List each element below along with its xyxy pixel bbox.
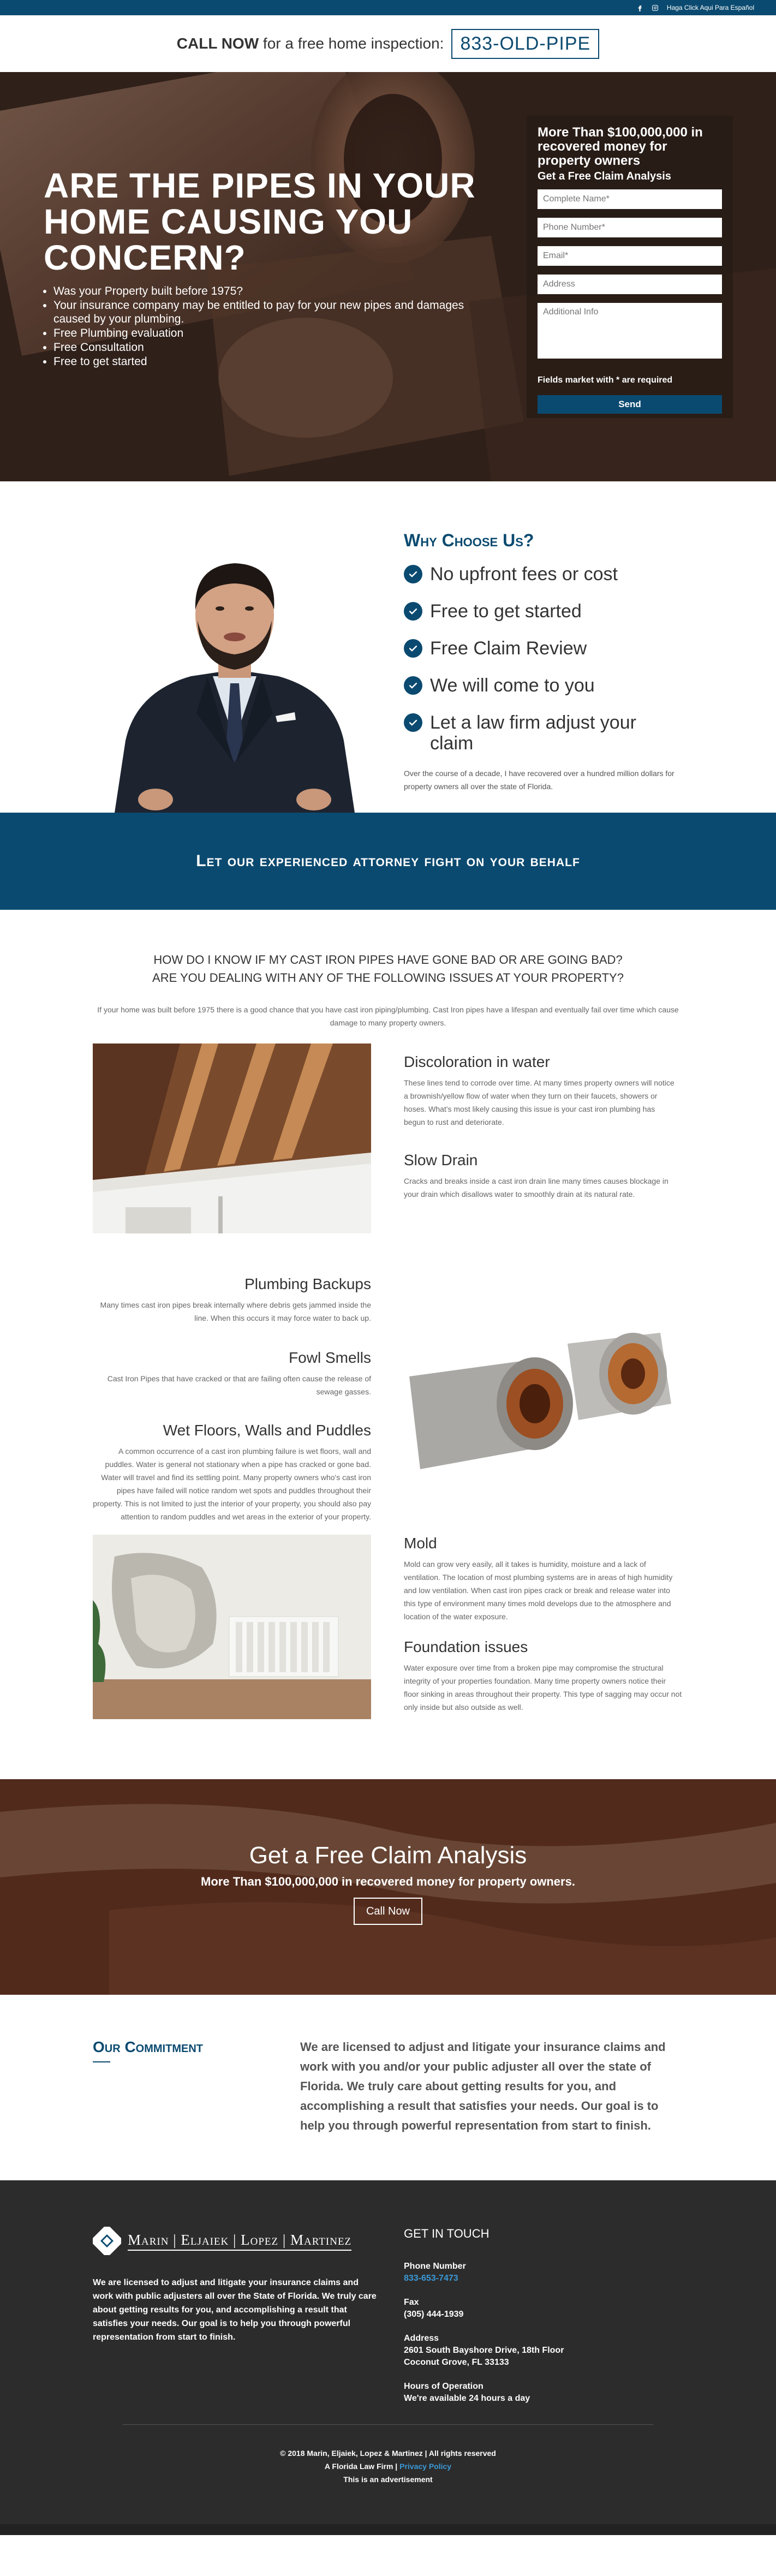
banner-text: Let our experienced attorney fight on your behalf [196,852,580,870]
footer-phone-link[interactable]: 833-653-7473 [404,2274,458,2283]
benefit-label: We will come to you [430,675,595,696]
issues-row-1 [0,1043,776,1275]
fax-block [404,2297,633,2321]
footer-bottom [0,2447,776,2486]
hours-label: Hours of Operation [404,2382,483,2391]
get-in-touch [404,2227,633,2405]
benefit-label: Free Claim Review [430,638,587,659]
logo-text: Marin | Eljaiek | Lopez | Martinez [128,2232,351,2251]
issues-row-2 [0,1275,776,1535]
issue-body: Many times cast iron pipes break internally where debris gets jammed inside the line. When this occurs it may force water to back up. [100,1301,371,1322]
fax-label: Fax [404,2298,419,2307]
facebook-icon[interactable] [636,4,644,11]
issue-title: Wet Floors, Walls and Puddles [163,1422,371,1439]
issue-body: Water exposure over time from a broken pipe may compromise the structural integrity of your properties foundation. Many time property owners notice their floor sinking in areas throughout their property. This type of sagging may occur not only inside but also outside as well. [404,1663,682,1712]
additional-info-textarea[interactable] [538,303,722,359]
call-bar-text: for a free home inspection: [262,35,444,52]
cta-subtitle: More Than $100,000,000 in recovered money for property owners. [201,1875,575,1888]
ceiling-damage-photo [93,1043,371,1233]
check-circle-icon [404,565,422,583]
issue-title: Plumbing Backups [244,1275,371,1292]
claim-form [527,116,733,418]
foundation-block [404,1638,682,1714]
issue-body: Mold can grow very easily, all it takes is humidity, moisture and a lack of ventilation. The location of most plumbing systems are in areas of high humidity and low ventilation. When cast iron pipes crack or break and release water into this type of environment many times mold develops due to the atmosphere and location of the water exposure. [404,1560,673,1621]
fowl-smells-block [93,1349,371,1398]
benefit-item [404,675,677,696]
hours-value: We're available 24 hours a day [404,2394,530,2403]
hero-bullet: • Your insurance company may be entitled to pay for your new pipes and damages caused by your plumbing. [53,299,480,326]
fax-number: (305) 444-1939 [404,2310,464,2319]
benefit-item [404,712,677,754]
firm-logo[interactable] [93,2227,351,2255]
address-line1: 2601 South Bayshore Drive, 18th Floor [404,2346,564,2355]
get-in-touch-title: GET IN TOUCH [404,2227,490,2240]
benefit-item [404,638,677,659]
how-do-i-know-section [0,910,776,1043]
bottom-strip [0,2524,776,2535]
commitment-text: We are licensed to adjust and litigate your insurance claims and work with you and/or your public adjuster all over the state of Florida. We truly care about getting results for you, and accomplishing a result that satisfies your needs. Our goal is to help you through powerful representation from start to finish. [300,2040,666,2132]
call-now-label: CALL NOW [176,35,259,52]
benefit-label: No upfront fees or cost [430,564,618,585]
footer [0,2180,776,2535]
issues-row-3 [0,1535,776,1779]
plumbing-backups-block [93,1275,371,1325]
phone-number-link[interactable]: 833-OLD-PIPE [451,29,599,59]
hours-block [404,2381,633,2405]
call-now-button[interactable]: Call Now [354,1898,422,1925]
issue-title: Foundation issues [404,1638,528,1655]
why-content [404,530,677,793]
attorney-banner [0,813,776,910]
name-input[interactable] [538,189,722,209]
footer-description: We are licensed to adjust and litigate your insurance claims and work with public adjusters all over the State of Florida. We truly care about getting results for you, and accomplishing a result that satisfies your needs. Our goal is to help you through powerful representation from start to finish. [93,2278,377,2342]
check-circle-icon [404,639,422,658]
benefit-item [404,564,677,585]
cta-section [0,1779,776,1995]
hero-section [0,72,776,481]
hero-bullet: • Free Plumbing evaluation [53,326,480,340]
form-title: More Than $100,000,000 in recovered money for property owners [538,125,703,168]
send-button[interactable]: Send [538,395,722,414]
advertisement-notice: This is an advertisement [343,2475,433,2484]
how-intro: If your home was built before 1975 there is a good chance that you have cast iron piping/plumbing. Cast Iron pipes have a lifespan and eventually fail over time which cause damage to many property owners. [97,1005,679,1027]
call-bar [0,15,776,72]
address-input[interactable] [538,275,722,294]
benefits-list [404,564,677,754]
spanish-language-link[interactable]: Haga Click Aqui Para Español [666,4,754,11]
top-bar [0,0,776,15]
phone-label: Phone Number [404,2262,466,2271]
hero-bullet: • Was your Property built before 1975? [53,284,480,298]
wet-floors-block [93,1422,371,1523]
issue-body: A common occurrence of a cast iron plumbing failure is wet floors, wall and puddles. Water is general not stationary when a pipe has cracked or gone bad. Water will travel and find its settling point. Many property owners who's cast iron pipes have failed will notice random wet spots and puddles throughout their property. This is not limited to just the interior of your property, you should also pay attention to random puddles and wet areas in the exterior of your property. [93,1447,371,1521]
check-circle-icon [404,676,422,695]
logo-mark-icon [93,2227,121,2255]
commitment-title: Our Commitment [93,2038,203,2055]
corroded-pipes-photo [404,1311,682,1480]
how-question-line2: ARE YOU DEALING WITH ANY OF THE FOLLOWING ISSUES AT YOUR PROPERTY? [152,971,624,985]
phone-block [404,2261,633,2285]
issue-title: Fowl Smells [289,1349,371,1366]
instagram-icon[interactable] [652,4,659,11]
hero-bullet: • Free Consultation [53,341,480,354]
mold-block [404,1535,682,1623]
commitment-divider [93,2061,110,2062]
issue-body: Cast Iron Pipes that have cracked or that are failing often cause the release of sewage gasses. [107,1374,371,1396]
privacy-policy-link[interactable]: Privacy Policy [399,2462,452,2471]
hero-bullet: • Free to get started [53,355,480,368]
phone-input[interactable] [538,218,722,237]
mold-wall-photo [93,1535,371,1719]
why-title: Why Choose Us? [404,530,534,550]
address-label: Address [404,2334,439,2343]
benefit-item [404,601,677,622]
required-fields-note: Fields market with * are required [538,375,673,385]
issue-title: Mold [404,1535,437,1552]
hero-text-block [44,168,480,369]
address-block [404,2333,633,2369]
firm-line: A Florida Law Firm | [324,2462,398,2471]
cta-title: Get a Free Claim Analysis [249,1842,527,1869]
form-subtitle: Get a Free Claim Analysis [538,170,671,182]
address-line2: Coconut Grove, FL 33133 [404,2358,509,2367]
hero-title: ARE THE PIPES IN YOUR HOME CAUSING YOU CONCERN? [44,166,476,277]
slow-drain-block [404,1152,677,1201]
discoloration-block [404,1053,677,1129]
footer-divider [123,2424,653,2425]
benefit-label: Let a law firm adjust your claim [430,712,636,754]
how-question-line1: HOW DO I KNOW IF MY CAST IRON PIPES HAVE GONE BAD OR ARE GOING BAD? [153,953,623,967]
attorney-photo [104,533,366,813]
why-footnote: Over the course of a decade, I have recovered over a hundred million dollars for property owners all over the state of Florida. [404,769,674,791]
issue-title: Discoloration in water [404,1053,550,1070]
issue-body: These lines tend to corrode over time. At many times property owners will notice a brownish/yellow flow of water when they turn on their faucets, showers or hoses. What's most likely causing this issue is your cast iron plumbing has begun to rust and deteriorate. [404,1078,674,1126]
email-input[interactable] [538,246,722,266]
issue-body: Cracks and breaks inside a cast iron drain line many times causes blockage in your drain which disallows water to smoothly drain at its natural rate. [404,1177,668,1198]
copyright: © 2018 Marin, Eljaiek, Lopez & Martinez | All rights reserved [280,2449,496,2458]
hero-bullet-list [53,284,480,368]
benefit-label: Free to get started [430,601,582,622]
issue-title: Slow Drain [404,1152,478,1168]
check-circle-icon [404,602,422,621]
why-choose-us-section [0,481,776,813]
commitment-section [0,1995,776,2180]
check-circle-icon [404,713,422,732]
